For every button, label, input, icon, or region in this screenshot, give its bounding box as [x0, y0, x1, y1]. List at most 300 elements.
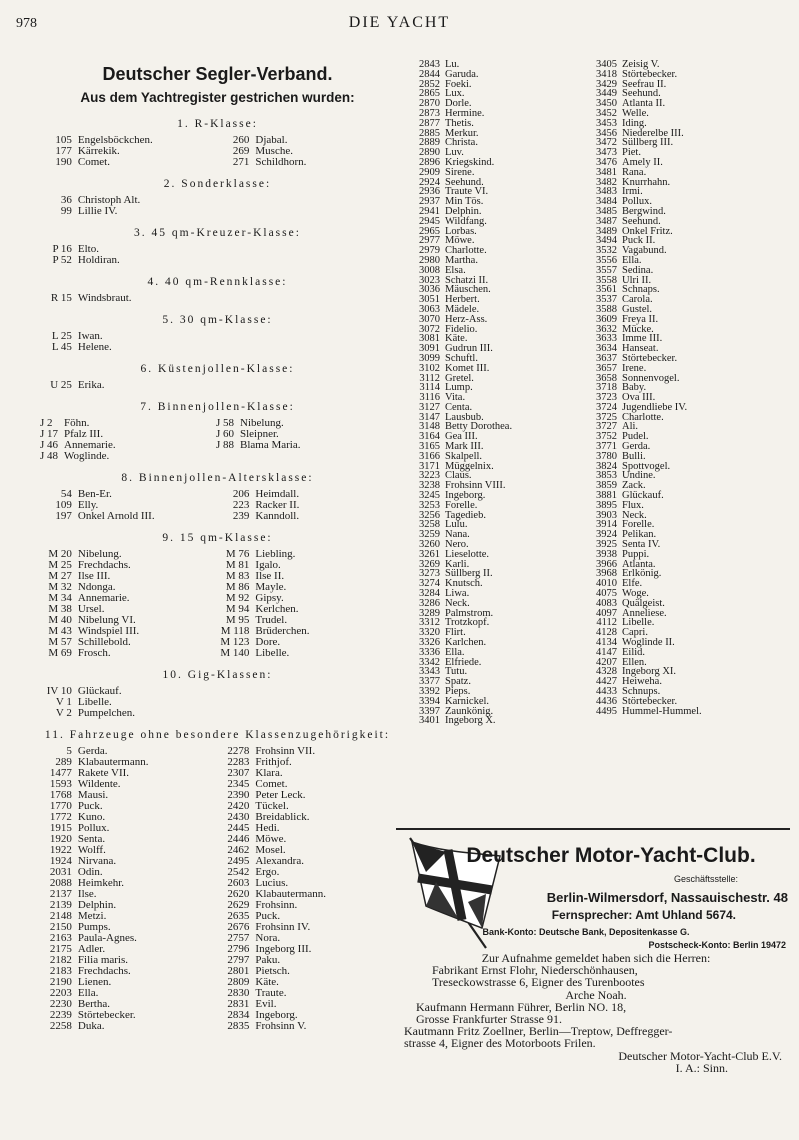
vessel-name: Ben-Er.: [77, 488, 112, 500]
vessel-name: Mücke.: [622, 323, 654, 335]
vessel-name: Nibelung VI.: [77, 614, 136, 626]
vessel-number: 1477: [49, 767, 72, 779]
vessel-name: Föhn.: [64, 417, 90, 429]
vessel-number: P 16: [52, 243, 72, 255]
vessel-number: 3924: [596, 529, 617, 541]
vessel-number: 3489: [596, 225, 617, 237]
vessel-name: Zack.: [622, 480, 646, 492]
vessel-number: 3824: [596, 460, 617, 472]
vessel-name: Müggelnix.: [445, 460, 494, 472]
vessel-number: 206: [232, 488, 250, 500]
vessel-number: 2980: [419, 254, 440, 266]
vessel-number: 2088: [49, 877, 72, 889]
vessel-number: 3286: [419, 597, 440, 609]
vessel-number: J 2: [40, 417, 53, 429]
vessel-number: M 123: [220, 636, 250, 648]
vessel-number: 3245: [419, 490, 440, 502]
vessel-number: M 69: [48, 647, 72, 659]
vessel-number: 3166: [419, 450, 440, 462]
vessel-name: Iding.: [622, 117, 647, 129]
vessel-number: 4128: [596, 627, 617, 639]
vessel-name: Mosel.: [255, 844, 286, 856]
vessel-number: 3116: [419, 392, 440, 404]
table-row: [40, 451, 395, 462]
vessel-name: Windsbraut.: [77, 292, 132, 304]
vessel-name: Störtebecker.: [622, 695, 678, 707]
vessel-name: [255, 331, 395, 342]
vessel-name: Baby.: [622, 382, 647, 394]
vessel-name: Lienen.: [77, 976, 112, 988]
vessel-number: 2834: [227, 1009, 250, 1021]
vessel-name: Elly.: [77, 499, 99, 511]
vessel-name: Flux.: [622, 499, 644, 511]
vessel-name: Skalpell.: [445, 450, 483, 462]
article-title: Deutscher Segler-Verband.: [102, 64, 333, 84]
vessel-number: M 86: [225, 581, 250, 593]
vessel-number: 260: [232, 134, 250, 146]
vessel-number: 3637: [596, 352, 617, 364]
vessel-number: 4328: [596, 666, 617, 678]
vessel-name: Seehund.: [622, 215, 661, 227]
vessel-name: Thetis.: [445, 117, 474, 129]
vessel-name: Tückel.: [255, 800, 289, 812]
vessel-number: 3482: [596, 176, 617, 188]
vessel-name: Seehund.: [445, 176, 484, 188]
vessel-number: 3171: [419, 460, 440, 472]
vessel-number: [218, 697, 256, 708]
vessel-number: 2936: [419, 186, 440, 198]
vessel-number: 4075: [596, 588, 617, 600]
vessel-name: Nana.: [445, 529, 470, 541]
vessel-name: Ali.: [622, 421, 639, 433]
vessel-name: Käte.: [255, 976, 279, 988]
vessel-name: Frechdachs.: [77, 965, 131, 977]
notice-line: strasse 4, Eigner des Motorboots Frilen.: [404, 1036, 596, 1051]
vessel-number: 2462: [227, 844, 250, 856]
vessel-number: 3634: [596, 343, 617, 355]
vessel-number: 3556: [596, 254, 617, 266]
vessel-name: Störtebecker.: [77, 1009, 136, 1021]
vessel-name: Onkel Arnold III.: [77, 510, 155, 522]
vessel-number: 3070: [419, 313, 440, 325]
notice-line: Arche Noah.: [565, 987, 627, 1002]
vessel-name: Gea III.: [445, 431, 478, 443]
vessel-name: Frithjof.: [255, 756, 292, 768]
vessel-name: Fidelio.: [445, 323, 478, 335]
vessel-number: M 83: [225, 570, 250, 582]
vessel-number: [218, 206, 256, 217]
vessel-number: 3258: [419, 519, 440, 531]
vessel-number: [218, 293, 256, 304]
vessel-number: [218, 331, 256, 342]
vessel-number: [216, 451, 240, 462]
vessel-number: 3112: [419, 372, 440, 384]
vessel-name: Elto.: [77, 243, 99, 255]
notice-line: Kautmann Fritz Zoellner, Berlin—Treptow, Deffregger-: [404, 1024, 673, 1039]
vessel-name: Süllberg III.: [622, 137, 674, 149]
vessel-name: Pumpelchen.: [77, 707, 136, 719]
vessel-name: Sonnenvogel.: [622, 372, 680, 384]
vessel-name: [255, 342, 395, 353]
vessel-name: Frosch.: [77, 647, 111, 659]
vessel-name: Ella.: [77, 987, 99, 999]
club-advertisement: [396, 828, 790, 1083]
vessel-name: Eilid.: [622, 646, 646, 658]
vessel-number: 3312: [419, 617, 440, 629]
vessel-name: Herbert.: [445, 294, 480, 306]
vessel-name: Ingeborg.: [255, 1009, 298, 1021]
vessel-name: Engelsböckchen.: [77, 134, 153, 146]
vessel-number: 105: [55, 134, 72, 146]
vessel-number: 3261: [419, 548, 440, 560]
vessel-name: Libelle.: [77, 696, 112, 708]
vessel-number: 3903: [596, 509, 617, 521]
vessel-number: 2885: [419, 127, 440, 139]
vessel-number: 2139: [49, 899, 72, 911]
vessel-name: Komet III.: [445, 362, 490, 374]
vessel-name: [255, 686, 395, 697]
vessel-name: Kriegskind.: [445, 156, 495, 168]
vessel-name: Liebling.: [255, 548, 296, 560]
vessel-name: Sirene.: [445, 166, 475, 178]
vessel-name: Paula-Agnes.: [77, 932, 137, 944]
vessel-name: Traute VI.: [445, 186, 489, 198]
vessel-name: Comet.: [77, 156, 110, 168]
vessel-number: 2230: [49, 998, 72, 1010]
vessel-number: 3588: [596, 303, 617, 315]
section-heading: 2. Sonderklasse:: [163, 178, 272, 190]
vessel-number: 3429: [596, 78, 617, 90]
vessel-number: 3780: [596, 450, 617, 462]
vessel-number: 223: [232, 499, 250, 511]
vessel-number: 3853: [596, 470, 617, 482]
vessel-number: 4010: [596, 578, 617, 590]
vessel-number: 3238: [419, 480, 440, 492]
vessel-name: Christoph Alt.: [77, 194, 141, 206]
vessel-number: 3253: [419, 499, 440, 511]
vessel-name: Neck.: [622, 509, 647, 521]
vessel-name: Undine.: [622, 470, 656, 482]
vessel-number: 3723: [596, 392, 617, 404]
vessel-name: Nirvana.: [77, 855, 117, 867]
vessel-name: Ingeborg X.: [445, 715, 496, 727]
vessel-number: 239: [232, 510, 250, 522]
vessel-number: 2797: [227, 954, 250, 966]
vessel-number: 5: [66, 745, 72, 757]
vessel-name: [255, 255, 395, 266]
continued-list: [405, 60, 780, 726]
vessel-number: 4112: [596, 617, 617, 629]
vessel-number: 3450: [596, 98, 617, 110]
vessel-number: 3081: [419, 333, 440, 345]
vessel-number: 3401: [419, 715, 440, 727]
table-row: [40, 342, 395, 353]
vessel-number: 3260: [419, 539, 440, 551]
section-rows: [40, 746, 395, 1032]
vessel-number: 1772: [49, 811, 72, 823]
vessel-number: 3557: [596, 264, 617, 276]
vessel-number: 2809: [227, 976, 250, 988]
vessel-name: Senta.: [77, 833, 106, 845]
vessel-number: 2603: [227, 877, 250, 889]
vessel-name: Holdiran.: [77, 254, 120, 266]
vessel-name: Atlanta.: [622, 558, 656, 570]
vessel-name: Imme III.: [622, 333, 663, 345]
vessel-number: 2757: [227, 932, 250, 944]
vessel-name: Lucius.: [255, 877, 289, 889]
vessel-name: Erika.: [77, 379, 105, 391]
section-heading: 5. 30 qm-Klasse:: [162, 314, 273, 326]
section-heading: 7. Binnenjollen-Klasse:: [140, 401, 295, 413]
vessel-number: 2844: [419, 68, 440, 80]
vessel-name: [255, 195, 395, 206]
vessel-name: Wolff.: [77, 844, 106, 856]
vessel-number: M 40: [48, 614, 72, 626]
vessel-number: L 25: [51, 330, 72, 342]
vessel-number: 3481: [596, 166, 617, 178]
vessel-name: Tutu.: [445, 666, 468, 678]
vessel-number: P 52: [52, 254, 72, 266]
vessel-number: 2620: [227, 888, 250, 900]
vessel-number: 3472: [596, 137, 617, 149]
vessel-name: Neck.: [445, 597, 470, 609]
vessel-number: 3274: [419, 578, 440, 590]
vessel-number: 3771: [596, 441, 617, 453]
section-heading: 1. R-Klasse:: [177, 118, 258, 130]
vessel-name: Ellen.: [622, 656, 647, 668]
vessel-number: 2445: [227, 822, 250, 834]
vessel-name: Kuno.: [77, 811, 106, 823]
vessel-number: 3895: [596, 499, 617, 511]
vessel-number: 2835: [227, 1020, 250, 1032]
vessel-name: Frohsinn VIII.: [445, 480, 506, 492]
vessel-name: Foeki.: [445, 78, 472, 90]
vessel-name: Ursel.: [77, 603, 105, 615]
vessel-number: M 38: [48, 603, 72, 615]
vessel-name: Karlchen.: [445, 637, 487, 649]
vessel-name: Klabautermann.: [77, 756, 149, 768]
vessel-number: 3452: [596, 107, 617, 119]
vessel-number: 99: [60, 205, 72, 217]
vessel-name: Traute.: [255, 987, 287, 999]
vessel-name: Vagabund.: [622, 245, 667, 257]
vessel-name: Hedi.: [255, 822, 280, 834]
vessel-name: Evil.: [255, 998, 277, 1010]
vessel-name: Kerlchen.: [255, 603, 299, 615]
vessel-number: 3336: [419, 646, 440, 658]
vessel-number: R 15: [50, 292, 72, 304]
vessel-name: Capri.: [622, 627, 648, 639]
vessel-name: Käte.: [445, 333, 468, 345]
vessel-name: [255, 697, 395, 708]
vessel-number: 3036: [419, 284, 440, 296]
vessel-number: 2283: [227, 756, 250, 768]
section-rows: [40, 549, 395, 659]
vessel-number: 4436: [596, 695, 617, 707]
vessel-number: 1770: [49, 800, 72, 812]
vessel-name: Karli.: [445, 558, 470, 570]
membership-notice: [404, 952, 788, 1074]
vessel-number: 3394: [419, 695, 440, 707]
vessel-name: Min Tös.: [445, 196, 484, 208]
notice-line: I. A.: Sinn.: [675, 1060, 728, 1075]
vessel-number: 3397: [419, 705, 440, 717]
vessel-name: Ilse II.: [255, 570, 285, 582]
vessel-number: 3148: [419, 421, 440, 433]
vessel-number: V 2: [55, 707, 72, 719]
vessel-number: 3147: [419, 411, 440, 423]
vessel-name: Wildfang.: [445, 215, 487, 227]
vessel-name: Puppi.: [622, 548, 650, 560]
vessel-number: M 76: [225, 548, 250, 560]
vessel-name: Tagedieb.: [445, 509, 486, 521]
notice-line: Deutscher Motor-Yacht-Club E.V.: [618, 1048, 782, 1063]
vessel-number: M 20: [48, 548, 72, 560]
vessel-number: 2890: [419, 147, 440, 159]
vessel-number: M 118: [220, 625, 250, 637]
bank-account: Bank-Konto: Deutsche Bank, Depositenkasse G.: [482, 927, 690, 937]
vessel-name: Niederelbe III.: [622, 127, 684, 139]
vessel-name: Heimkehr.: [77, 877, 125, 889]
vessel-name: Ilse III.: [77, 570, 111, 582]
vessel-name: Schnaps.: [622, 284, 660, 296]
page-number: 978: [16, 16, 37, 31]
vessel-number: 3259: [419, 529, 440, 541]
vessel-name: Centa.: [445, 401, 473, 413]
vessel-number: 2909: [419, 166, 440, 178]
vessel-number: 3485: [596, 205, 617, 217]
vessel-name: Rakete VII.: [77, 767, 130, 779]
section-heading: 8. Binnenjollen-Altersklasse:: [121, 472, 314, 484]
vessel-number: 2873: [419, 107, 440, 119]
vessel-name: Mädele.: [445, 303, 480, 315]
vessel-number: 3537: [596, 294, 617, 306]
vessel-number: 197: [55, 510, 72, 522]
vessel-number: 1768: [49, 789, 72, 801]
vessel-number: 2831: [227, 998, 250, 1010]
club-address: Berlin-Wilmersdorf, Nassauischestr. 48: [546, 890, 788, 905]
article-subtitle: Aus dem Yachtregister gestrichen wurden:: [80, 90, 355, 105]
vessel-name: Carola.: [622, 294, 653, 306]
vessel-number: 3859: [596, 480, 617, 492]
table-row: [40, 293, 395, 304]
vessel-name: Mausi.: [77, 789, 109, 801]
vessel-name: Charlotte.: [445, 245, 487, 257]
vessel-number: 3289: [419, 607, 440, 619]
vessel-number: M 57: [48, 636, 72, 648]
vessel-name: Karnickel.: [445, 695, 490, 707]
vessel-number: 2870: [419, 98, 440, 110]
vessel-name: Lux.: [445, 88, 465, 100]
vessel-number: 3476: [596, 156, 617, 168]
vessel-number: 3273: [419, 568, 440, 580]
vessel-name: Luv.: [445, 147, 464, 159]
vessel-name: Delphin.: [77, 899, 117, 911]
vessel-name: Rana.: [622, 166, 647, 178]
vessel-name: Herz-Ass.: [445, 313, 488, 325]
vessel-number: 2796: [227, 943, 250, 955]
vessel-number: 3657: [596, 362, 617, 374]
vessel-number: 4207: [596, 656, 617, 668]
vessel-number: 3473: [596, 147, 617, 159]
vessel-number: 3456: [596, 127, 617, 139]
vessel-name: Ulri II.: [622, 274, 652, 286]
vessel-name: Musche.: [255, 145, 293, 157]
vessel-name: Claus.: [445, 470, 472, 482]
vessel-name: Lorbas.: [445, 225, 477, 237]
vessel-name: Gustel.: [622, 303, 653, 315]
vessel-name: Windspiel III.: [77, 625, 140, 637]
vessel-name: Störtebecker.: [622, 68, 678, 80]
vessel-number: 2390: [227, 789, 250, 801]
vessel-name: Möwe.: [445, 235, 475, 247]
vessel-name: Elsa.: [445, 264, 466, 276]
section-heading: 11. Fahrzeuge ohne besondere Klassenzugehörigkeit:: [44, 729, 391, 741]
vessel-number: 3727: [596, 421, 617, 433]
notice-line: Grosse Frankfurter Strasse 91.: [416, 1012, 562, 1027]
vessel-name: Zaunkönig.: [445, 705, 494, 717]
vessel-name: Ova III.: [622, 392, 656, 404]
vessel-name: Filia maris.: [77, 954, 129, 966]
vessel-name: Annemarie.: [77, 592, 130, 604]
vessel-name: Puck II.: [622, 235, 656, 247]
vessel-name: Lump.: [445, 382, 473, 394]
vessel-name: Ingeborg III.: [255, 943, 312, 955]
vessel-number: 3494: [596, 235, 617, 247]
vessel-number: 4433: [596, 686, 617, 697]
vessel-name: [255, 380, 395, 391]
vessel-name: Martha.: [445, 254, 478, 266]
vessel-number: 3023: [419, 274, 440, 286]
vessel-name: Alexandra.: [255, 855, 304, 867]
vessel-number: 4147: [596, 646, 617, 658]
vessel-number: 1915: [49, 822, 72, 834]
vessel-number: [218, 380, 256, 391]
vessel-name: Amely II.: [622, 156, 663, 168]
vessel-number: 2635: [227, 910, 250, 922]
vessel-number: 4097: [596, 607, 617, 619]
vessel-name: Comet.: [255, 778, 288, 790]
vessel-number: 54: [60, 488, 72, 500]
vessel-name: Liwa.: [445, 588, 470, 600]
vessel-name: Dore.: [255, 636, 281, 648]
vessel-number: 2137: [49, 888, 72, 900]
vessel-number: J 48: [40, 450, 59, 462]
vessel-number: 3051: [419, 294, 440, 306]
vessel-name: Dorle.: [445, 98, 472, 110]
vessel-name: Elfe.: [622, 578, 643, 590]
vessel-name: Störtebecker.: [622, 352, 678, 364]
vessel-name: Libelle.: [622, 617, 655, 629]
vessel-number: 2148: [49, 910, 72, 922]
club-phone: Fernsprecher: Amt Uhland 5674.: [551, 908, 736, 922]
vessel-number: J 58: [216, 417, 235, 429]
vessel-name: Metzi.: [77, 910, 107, 922]
vessel-name: Hummel-Hummel.: [622, 705, 702, 717]
vessel-number: [218, 708, 256, 719]
vessel-number: 2430: [227, 811, 250, 823]
vessel-number: 3072: [419, 323, 440, 335]
vessel-number: 271: [232, 156, 250, 168]
vessel-name: Elfriede.: [445, 656, 482, 668]
vessel-name: Hanseat.: [622, 343, 659, 355]
vessel-number: 1922: [49, 844, 72, 856]
vessel-name: Pieps.: [445, 686, 471, 697]
notice-line: Zur Aufnahme gemeldet haben sich die Herren:: [481, 951, 711, 965]
vessel-number: 3925: [596, 539, 617, 551]
vessel-name: Lu.: [445, 59, 460, 70]
vessel-name: Schillebold.: [77, 636, 131, 648]
